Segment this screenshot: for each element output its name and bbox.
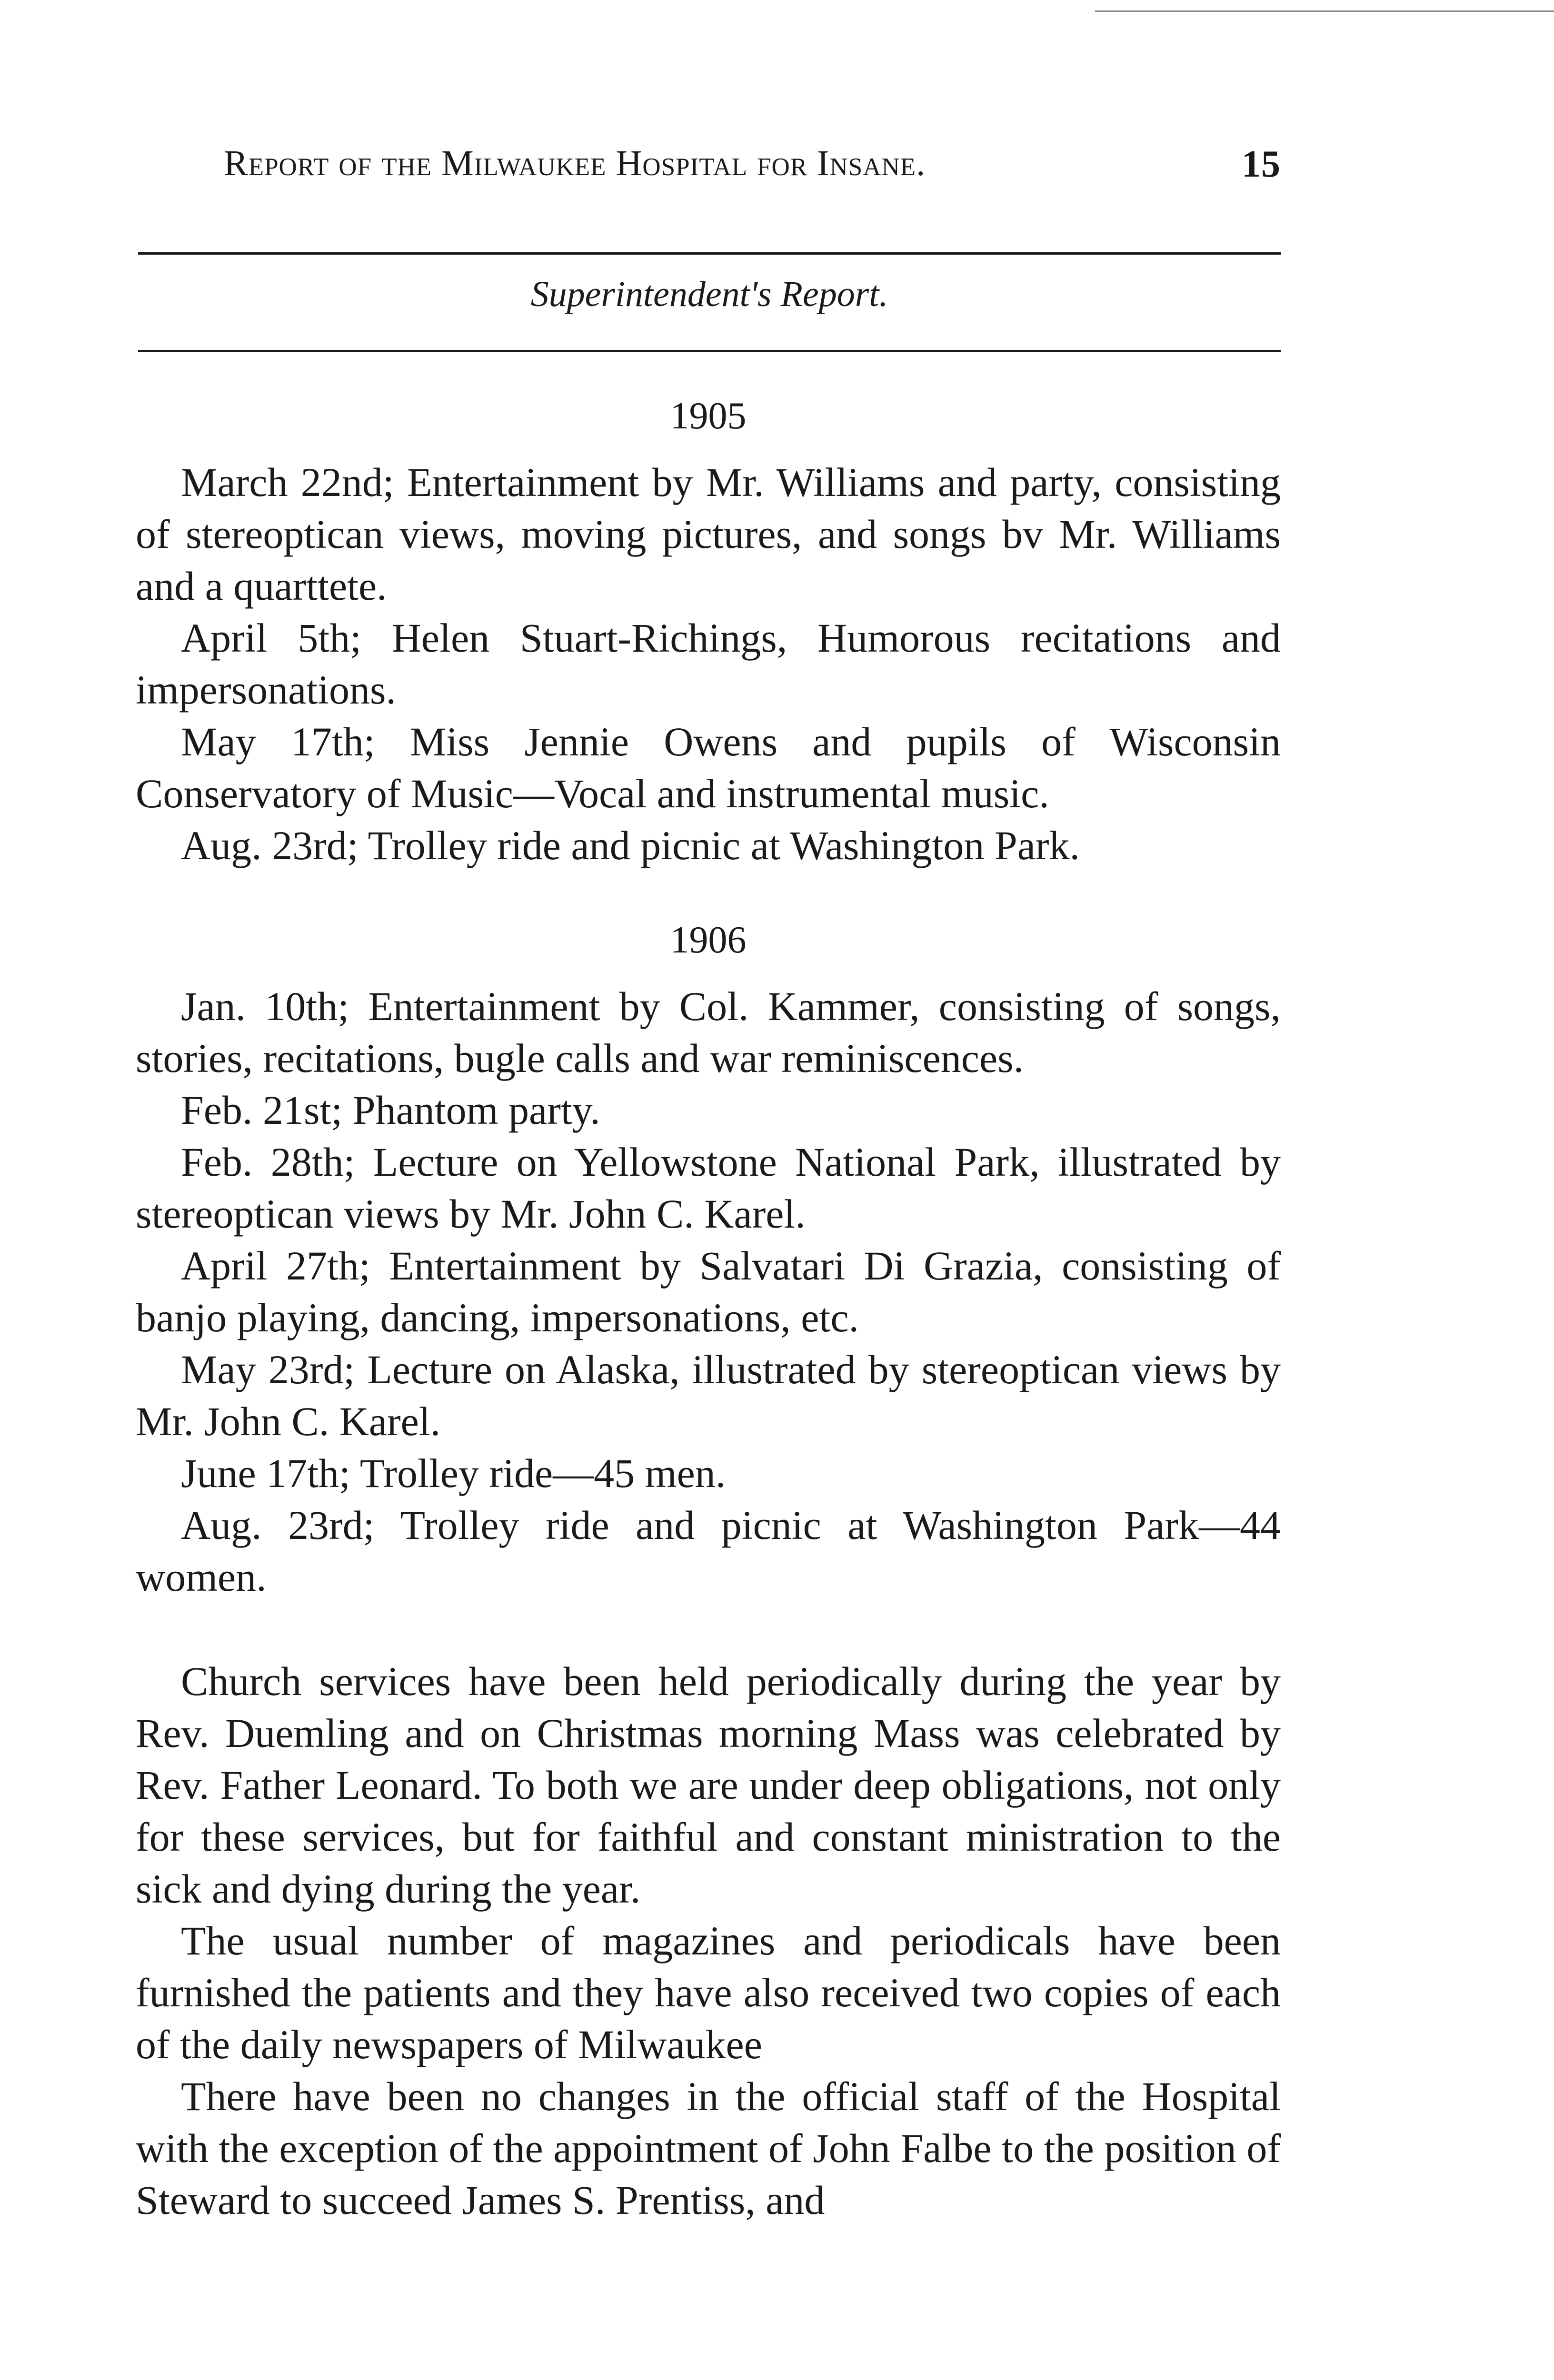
entry-1906-april: April 27th; Entertainment by Salvatari Di Grazia, consisting of banjo playing, dancing, impersonations, etc. — [136, 1243, 1281, 1340]
page-number: 15 — [1242, 143, 1281, 185]
entry-1906-feb-28: Feb. 28th; Lecture on Yellowstone National Park, illustrated by stereoptican views by Mr. John C. Karel. — [136, 1139, 1281, 1237]
year-heading-1906: 1906 — [670, 919, 747, 961]
entry-1905-may: May 17th; Miss Jennie Owens and pupils of Wisconsin Conservatory of Music—Vocal and instrumental music. — [136, 719, 1281, 816]
year-heading-1905: 1905 — [670, 395, 747, 437]
entry-1905-aug: Aug. 23rd; Trolley ride and picnic at Washington Park. — [181, 823, 1080, 868]
entry-1906-jan: Jan. 10th; Entertainment by Col. Kammer, consisting of songs, stories, recitations, bugle calls and war reminiscences. — [136, 983, 1281, 1081]
page-body — [136, 390, 1281, 2226]
paragraph-church-services: Church services have been held periodically during the year by Rev. Duemling and on Christmas morning Mass was celebrated by Rev. Father Leonard. To both we are under deep obligations, not only for these services, but for faithful and constant ministration to the sick and dying during the year. — [136, 1658, 1281, 1912]
scan-edge-line — [1095, 10, 1554, 12]
paragraph-magazines: The usual number of magazines and periodicals have been furnished the patients and they have also received two copies of each of the daily newspapers of Milwaukee — [136, 1918, 1281, 2067]
paragraph-staff-changes: There have been no changes in the official staff of the Hospital with the exception of the appointment of John Falbe to the position of Steward to succeed James S. Prentiss, and — [136, 2073, 1281, 2223]
header-rule-top — [138, 252, 1281, 255]
running-header — [224, 143, 1281, 195]
entry-1906-may: May 23rd; Lecture on Alaska, illustrated by stereoptican views by Mr. John C. Karel. — [136, 1347, 1281, 1444]
entry-1905-march: March 22nd; Entertainment by Mr. Williams and party, consisting of stereoptican views, moving pictures, and songs bv Mr. Williams and a quarttete. — [136, 459, 1281, 609]
header-rule-bottom — [138, 350, 1281, 352]
entry-1905-april: April 5th; Helen Stuart-Richings, Humorous recitations and impersonations. — [136, 615, 1281, 713]
section-title: Superintendent's Report. — [530, 274, 888, 314]
entry-1906-june: June 17th; Trolley ride—45 men. — [181, 1450, 726, 1496]
running-title: Report of the Milwaukee Hospital for Insane. — [224, 143, 926, 183]
entry-1906-aug: Aug. 23rd; Trolley ride and picnic at Washington Park—44 women. — [136, 1502, 1281, 1600]
entry-1906-feb-21: Feb. 21st; Phantom party. — [181, 1087, 600, 1133]
